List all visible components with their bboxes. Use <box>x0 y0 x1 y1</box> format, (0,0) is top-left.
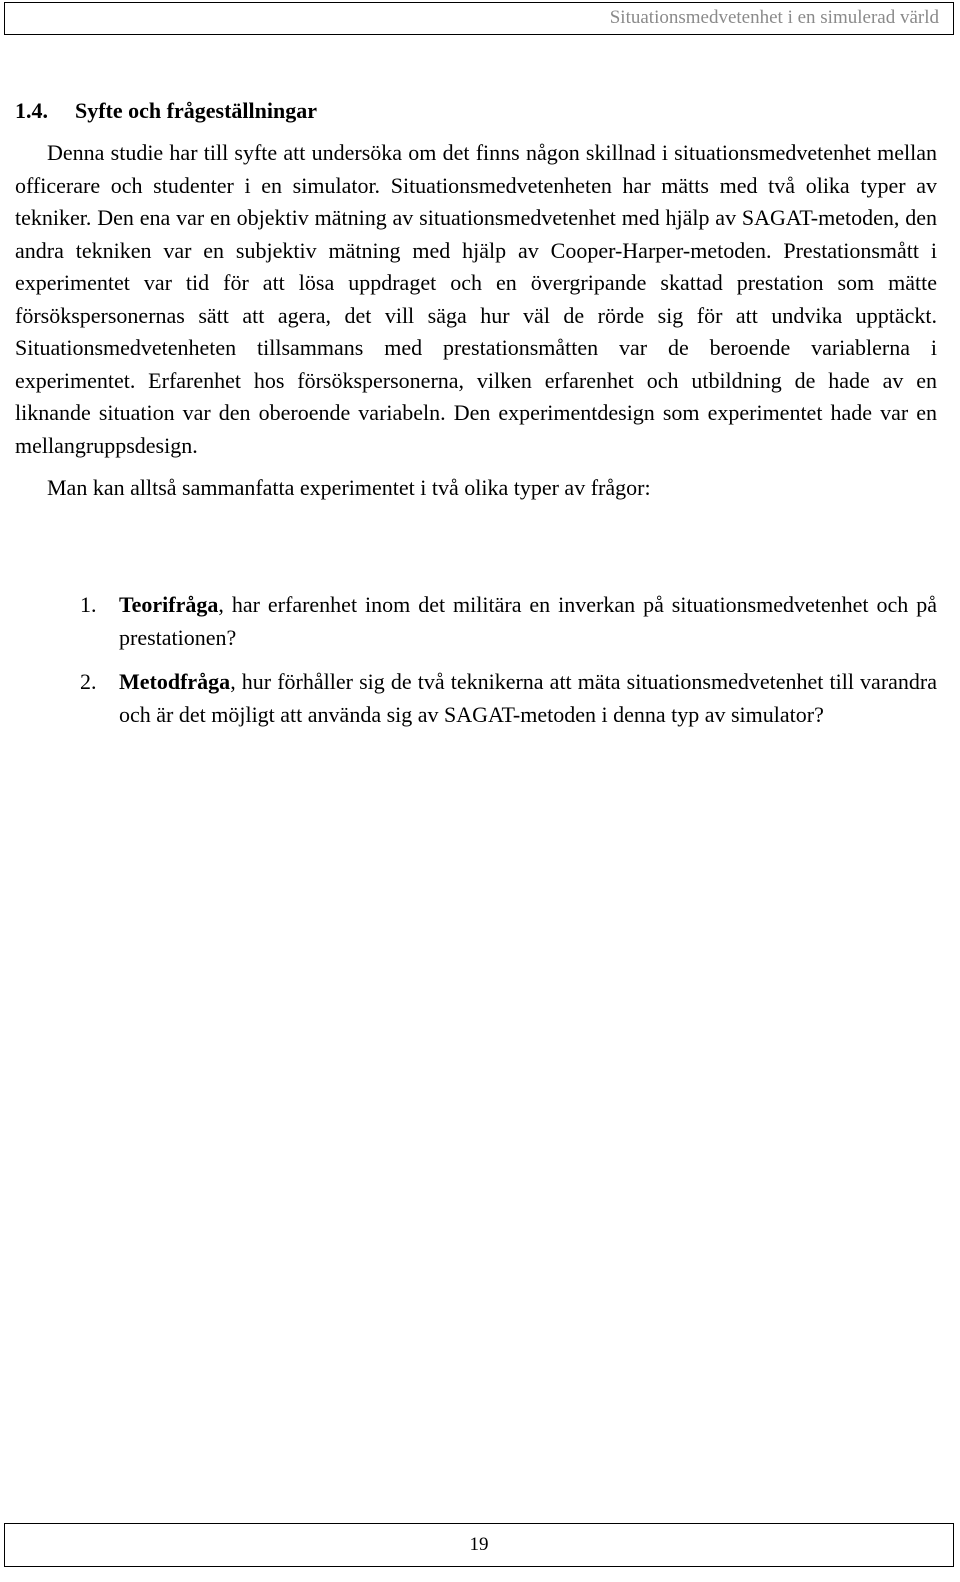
paragraph: Denna studie har till syfte att undersöka om det finns någon skillnad i situationsmedvetenhet mellan officerare och studenter i en simulator. Situationsmedvetenheten har mätts med två olika typer av tekniker. Den ena var en objektiv mätning av situationsmedvetenhet med hjälp av SAGAT-metoden, den andra tekniken var en subjektiv mätning med hjälp av Cooper-Harper-metoden. Prestationsmått i experimentet var tid för att lösa uppdraget och en övergripande skattad prestation som mätte försökspersonernas sätt att agera, det vill säga hur väl de rörde sig för att undvika upptäckt. Situationsmedvetenheten tillsammans med prestationsmåtten var de beroende variablerna i experimentet. Erfarenhet hos försökspersonerna, vilken erfarenhet och utbildning de hade av en liknande situation var den oberoende variabeln. Den experimentdesign som experimentet hade var en mellangruppsdesign. <box>15 140 937 458</box>
running-header <box>4 2 954 35</box>
page-footer <box>4 1523 954 1567</box>
question-text: , hur förhåller sig de två teknikerna att mäta situationsmedvetenhet till varandra och är det möjligt att använda sig av SAGAT-metoden i denna typ av simulator? <box>119 669 937 727</box>
list-item <box>80 589 937 654</box>
section-heading <box>15 98 317 124</box>
list-item-number: 1. <box>80 592 97 617</box>
question-term: Teorifråga <box>119 592 219 617</box>
question-list <box>80 589 937 731</box>
section-title: Syfte och frågeställningar <box>75 98 317 123</box>
list-item <box>80 666 937 731</box>
list-item-number: 2. <box>80 669 97 694</box>
question-text: , har erfarenhet inom det militära en inverkan på situationsmedvetenhet och på prestationen? <box>119 592 937 650</box>
section-number: 1.4. <box>15 98 48 123</box>
running-title: Situationsmedvetenhet i en simulerad värld <box>609 7 939 28</box>
body-text <box>15 137 937 505</box>
page-number: 19 <box>469 1534 489 1555</box>
paragraph: Man kan alltså sammanfatta experimentet i två olika typer av frågor: <box>47 475 651 500</box>
question-term: Metodfråga <box>119 669 231 694</box>
